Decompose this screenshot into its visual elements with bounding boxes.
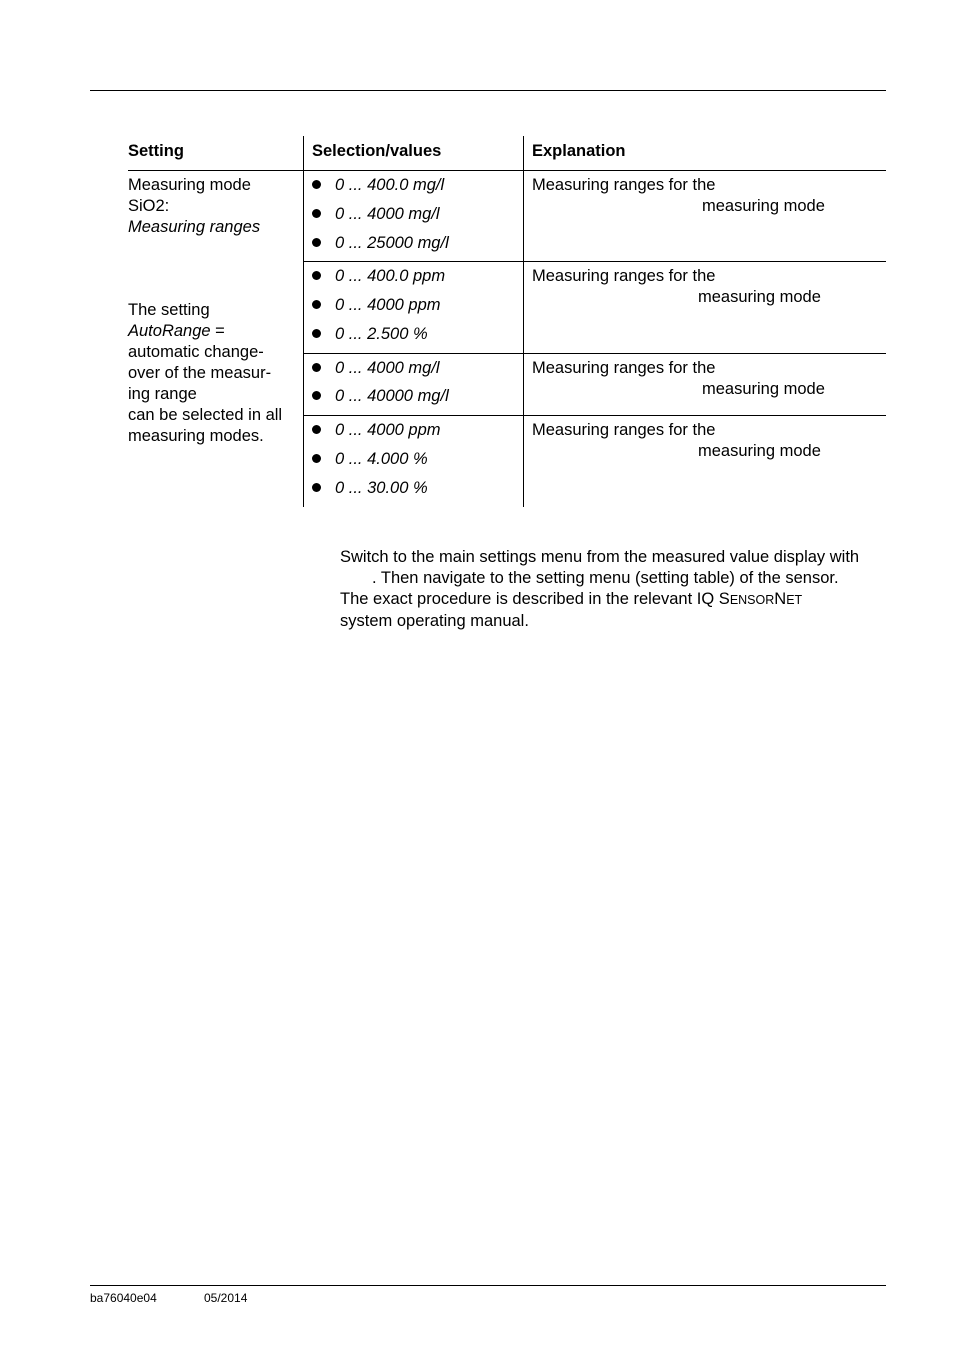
range-option <box>312 478 428 499</box>
range-option <box>312 386 449 407</box>
range-option <box>312 420 441 441</box>
range-value: 0 ... 40000 mg/l <box>335 387 449 405</box>
paragraph-line: Switch to the main settings menu from the measured value display with <box>340 548 860 566</box>
note-text <box>128 321 282 342</box>
setting-text: SiO2: <box>128 197 170 215</box>
explanation-text: Measuring ranges for the <box>532 421 716 439</box>
instruction-paragraph <box>340 547 890 632</box>
explanation-cell <box>532 266 872 308</box>
explanation-text: Measuring ranges for the <box>532 267 716 285</box>
footer-rule <box>90 1285 886 1286</box>
header-setting: Setting <box>128 142 184 160</box>
range-value: 0 ... 4000 ppm <box>335 296 441 314</box>
autorange-term: AutoRange <box>128 322 211 340</box>
range-value: 0 ... 4.000 % <box>335 450 428 468</box>
column-divider <box>303 136 304 507</box>
range-option <box>312 204 440 225</box>
setting-name: Measuring ranges <box>128 218 261 236</box>
brand-text: N <box>774 590 787 608</box>
header-divider <box>128 170 886 171</box>
range-option <box>312 175 444 196</box>
range-value: 0 ... 30.00 % <box>335 479 428 497</box>
range-option <box>312 266 445 287</box>
bullet-icon <box>312 425 321 434</box>
note-text: over of the measur- <box>128 364 272 382</box>
range-option <box>312 358 440 379</box>
autorange-note <box>128 300 282 447</box>
bullet-icon <box>312 454 321 463</box>
bullet-icon <box>312 271 321 280</box>
range-value: 0 ... 400.0 ppm <box>335 267 446 285</box>
header-explanation: Explanation <box>532 142 626 160</box>
explanation-cell <box>532 358 872 400</box>
explanation-text: Measuring ranges for the <box>532 176 716 194</box>
column-divider <box>523 136 524 507</box>
settings-table <box>128 136 886 507</box>
explanation-text: measuring mode <box>698 442 821 460</box>
range-option <box>312 295 441 316</box>
header-selection: Selection/values <box>312 142 442 160</box>
note-text: measuring modes. <box>128 427 264 445</box>
note-text: can be selected in all <box>128 406 283 424</box>
row-divider <box>303 261 886 262</box>
setting-text: Measuring mode <box>128 176 251 194</box>
range-value: 0 ... 2.500 % <box>335 325 428 343</box>
explanation-cell <box>532 175 872 217</box>
range-option <box>312 449 428 470</box>
row-divider <box>303 415 886 416</box>
note-text: automatic change- <box>128 343 264 361</box>
note-text: The setting <box>128 301 210 319</box>
footer-date: 05/2014 <box>204 1291 248 1305</box>
bullet-icon <box>312 483 321 492</box>
explanation-text: measuring mode <box>702 380 825 398</box>
explanation-cell <box>532 420 872 462</box>
row-divider <box>303 353 886 354</box>
explanation-text: measuring mode <box>702 197 825 215</box>
range-value: 0 ... 4000 mg/l <box>335 205 440 223</box>
note-text: = <box>210 322 225 340</box>
bullet-icon <box>312 329 321 338</box>
bullet-icon <box>312 363 321 372</box>
range-option <box>312 324 428 345</box>
brand-text: ENSOR <box>729 593 775 607</box>
range-value: 0 ... 400.0 mg/l <box>335 176 445 194</box>
bullet-icon <box>312 238 321 247</box>
paragraph-line <box>340 589 890 611</box>
range-value: 0 ... 4000 mg/l <box>335 359 440 377</box>
bullet-icon <box>312 300 321 309</box>
brand-text: S <box>718 590 730 608</box>
paragraph-text: The exact procedure is described in the relevant IQ <box>340 590 719 608</box>
range-value: 0 ... 25000 mg/l <box>335 234 449 252</box>
bullet-icon <box>312 209 321 218</box>
bullet-icon <box>312 391 321 400</box>
explanation-text: measuring mode <box>698 288 821 306</box>
footer-doc-id: ba76040e04 <box>90 1291 157 1305</box>
range-option <box>312 233 449 254</box>
note-text: ing range <box>128 385 197 403</box>
explanation-text: Measuring ranges for the <box>532 359 716 377</box>
header-rule <box>90 90 886 91</box>
brand-text: ET <box>786 593 803 607</box>
range-value: 0 ... 4000 ppm <box>335 421 441 439</box>
setting-cell <box>128 175 260 238</box>
paragraph-line: system operating manual. <box>340 612 529 630</box>
paragraph-line: . Then navigate to the setting menu (setting table) of the sensor. <box>372 569 839 587</box>
bullet-icon <box>312 180 321 189</box>
